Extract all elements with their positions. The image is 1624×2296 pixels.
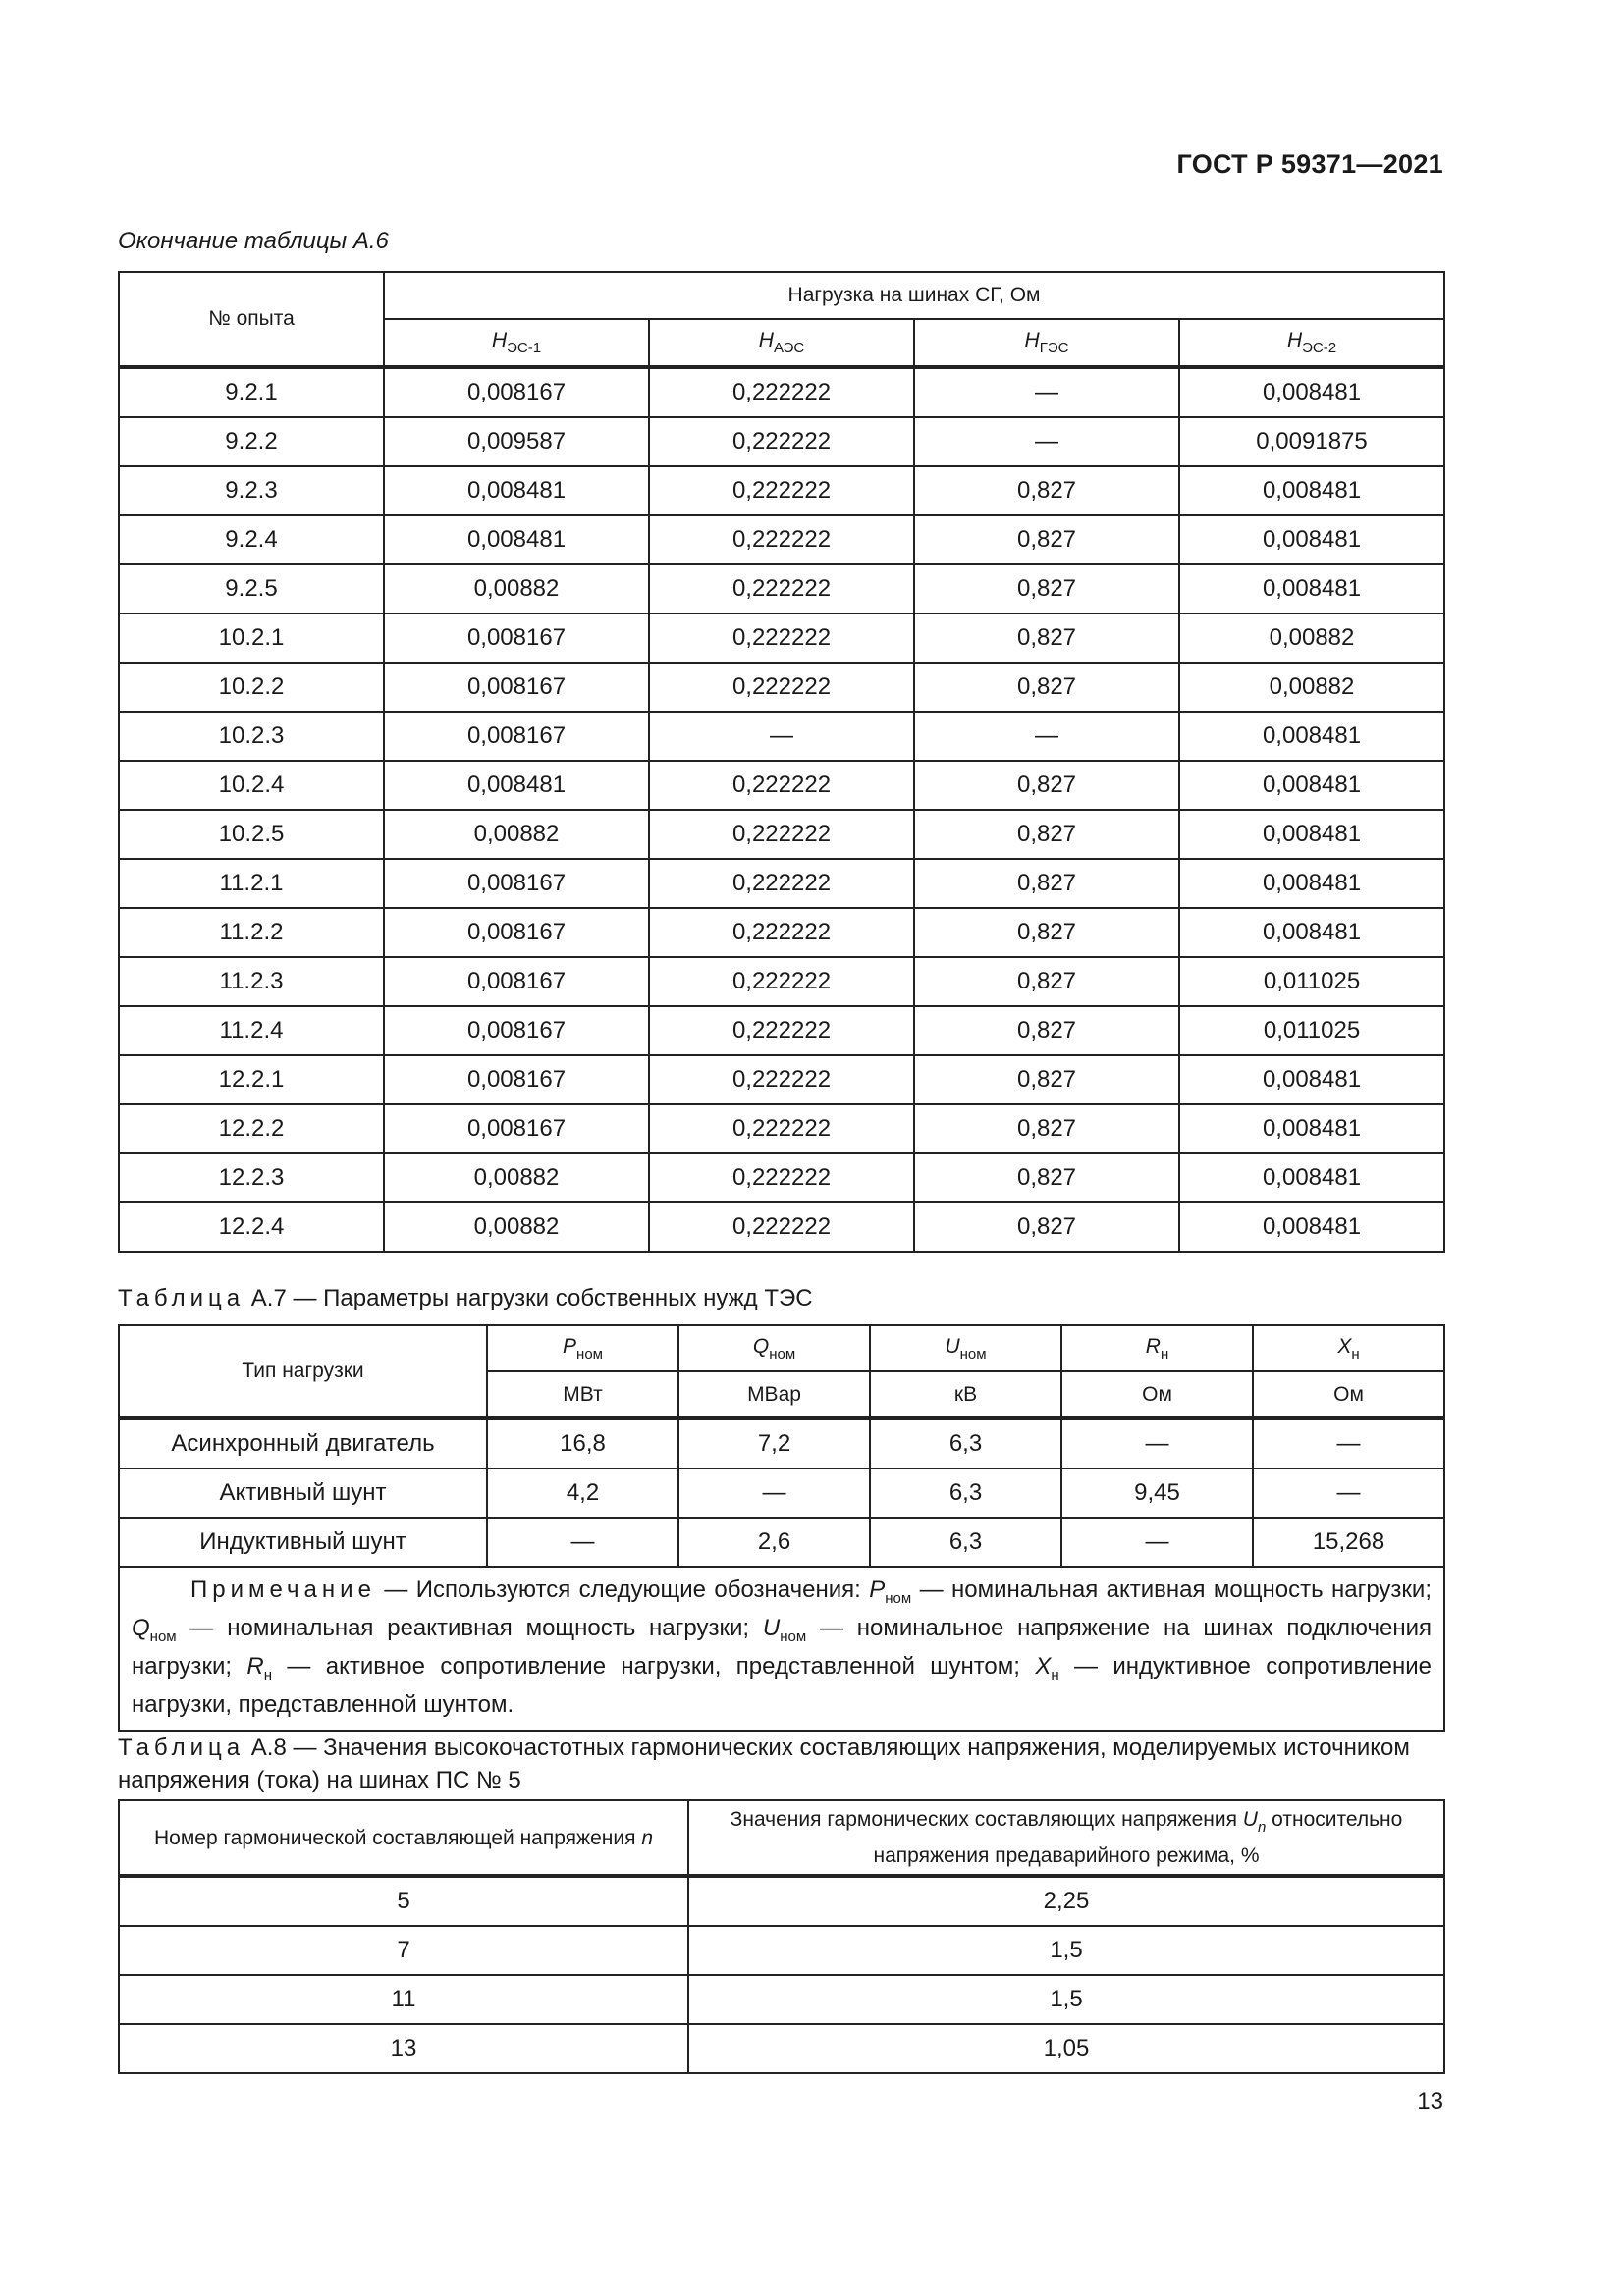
table-cell: 0,011025	[1179, 957, 1444, 1006]
column-header-h-2: $H_{ГЭС}$	[914, 319, 1179, 367]
table-a7-note: Примечание — Используются следующие обозначения: $P_{ном}$ — номинальная активная мощность нагрузки; $Q_{ном}$ — номинальная реактивная мощность нагрузки; $U_{ном}$ — номинальное напряжение на шинах подключения нагрузки; $R_н$ — активное сопротивление нагрузки, представленной шунтом; $X_н$ — индуктивное сопротивление нагрузки, представленной шунтом.	[119, 1567, 1444, 1731]
table-cell: 9.2.4	[119, 515, 384, 564]
table-cell: 0,827	[914, 1104, 1179, 1153]
table-cell: 9.2.2	[119, 417, 384, 466]
table-cell: 0,008481	[1179, 1055, 1444, 1104]
table-cell: 0,008481	[1179, 564, 1444, 614]
table-cell: 1,5	[688, 1926, 1444, 1975]
table-a8	[118, 1799, 1445, 2074]
column-header-h-3: $H_{ЭС-2}$	[1179, 319, 1444, 367]
table-cell: 0,008481	[1179, 1153, 1444, 1202]
column-header-load-type: Тип нагрузки	[119, 1325, 487, 1418]
document-code: ГОСТ Р 59371—2021	[1176, 149, 1443, 179]
table-cell: 11.2.4	[119, 1006, 384, 1055]
table-cell: 0,827	[914, 663, 1179, 712]
table-note-row	[119, 1567, 1444, 1731]
table-cell: 0,827	[914, 1153, 1179, 1202]
table-cell: 0,222222	[649, 1055, 914, 1104]
table-cell: 0,008481	[1179, 1104, 1444, 1153]
table-row	[119, 1418, 1444, 1468]
table-cell: 2,6	[678, 1518, 870, 1567]
table-row	[119, 1006, 1444, 1055]
table-cell: 0,008167	[384, 957, 649, 1006]
table-a6-continuation-caption: Окончание таблицы А.6	[118, 228, 389, 254]
table-cell: —	[914, 417, 1179, 466]
table-cell: 0,008167	[384, 1104, 649, 1153]
table-cell: —	[1061, 1518, 1253, 1567]
table-cell: 0,00882	[1179, 663, 1444, 712]
column-header-param-4: $X_н$	[1253, 1325, 1444, 1371]
table-cell: —	[678, 1468, 870, 1518]
table-cell: 9,45	[1061, 1468, 1253, 1518]
table-cell: 12.2.2	[119, 1104, 384, 1153]
table-cell: —	[487, 1518, 678, 1567]
table-a8-caption-label: Таблица	[118, 1735, 245, 1761]
table-cell: 0,008481	[384, 515, 649, 564]
table-a7-caption	[118, 1282, 1445, 1314]
table-cell: 12.2.4	[119, 1202, 384, 1252]
table-cell: 0,00882	[384, 810, 649, 859]
table-cell: 0,008167	[384, 1055, 649, 1104]
table-row	[119, 859, 1444, 908]
table-cell: 0,222222	[649, 564, 914, 614]
table-cell: 0,222222	[649, 1104, 914, 1153]
table-cell: 16,8	[487, 1418, 678, 1468]
table-cell: 0,827	[914, 1006, 1179, 1055]
table-row	[119, 1202, 1444, 1252]
table-cell: —	[914, 712, 1179, 761]
table-cell: 0,222222	[649, 515, 914, 564]
column-header-param-2: $U_{ном}$	[870, 1325, 1061, 1371]
table-row	[119, 1975, 1444, 2024]
table-cell: 11.2.3	[119, 957, 384, 1006]
table-cell: 0,008481	[1179, 761, 1444, 810]
table-row	[119, 1468, 1444, 1518]
table-cell: 7,2	[678, 1418, 870, 1468]
table-cell: 10.2.3	[119, 712, 384, 761]
table-cell: 0,827	[914, 614, 1179, 663]
table-a8-caption	[118, 1732, 1445, 1796]
table-cell: 0,827	[914, 908, 1179, 957]
table-cell: 4,2	[487, 1468, 678, 1518]
table-row	[119, 957, 1444, 1006]
table-cell: 0,827	[914, 761, 1179, 810]
table-row	[119, 908, 1444, 957]
table-cell: 2,25	[688, 1876, 1444, 1926]
table-row	[119, 1518, 1444, 1567]
table-cell: 0,222222	[649, 761, 914, 810]
table-cell: 0,00882	[384, 1153, 649, 1202]
table-row	[119, 564, 1444, 614]
column-header-param-1: $Q_{ном}$	[678, 1325, 870, 1371]
table-cell: 0,008167	[384, 908, 649, 957]
table-row	[119, 466, 1444, 515]
table-cell: 0,827	[914, 515, 1179, 564]
table-cell: 0,827	[914, 564, 1179, 614]
table-row	[119, 1876, 1444, 1926]
table-cell: 10.2.2	[119, 663, 384, 712]
table-cell: 0,222222	[649, 417, 914, 466]
table-cell: 1,5	[688, 1975, 1444, 2024]
table-a6	[118, 271, 1445, 1253]
table-cell: 6,3	[870, 1518, 1061, 1567]
table-cell: Асинхронный двигатель	[119, 1418, 487, 1468]
table-cell: 11.2.1	[119, 859, 384, 908]
table-cell: 0,00882	[1179, 614, 1444, 663]
table-row	[119, 810, 1444, 859]
table-cell: Активный шунт	[119, 1468, 487, 1518]
table-cell: 0,00882	[384, 1202, 649, 1252]
table-cell: 10.2.4	[119, 761, 384, 810]
table-cell: 0,008167	[384, 1006, 649, 1055]
table-cell: 12.2.3	[119, 1153, 384, 1202]
table-cell: 0,009587	[384, 417, 649, 466]
table-cell: 0,008481	[1179, 810, 1444, 859]
table-cell: 0,222222	[649, 1006, 914, 1055]
column-unit-1: МВар	[678, 1371, 870, 1418]
column-header-harmonic-number: Номер гармонической составляющей напряжения n	[119, 1800, 688, 1876]
table-a8-caption-text: А.8 — Значения высокочастотных гармонических составляющих напряжения, моделируемых источником напряжения (тока) на шинах ПС № 5	[118, 1735, 1410, 1793]
table-cell: 0,827	[914, 1202, 1179, 1252]
table-cell: 0,00882	[384, 564, 649, 614]
table-cell: 9.2.1	[119, 367, 384, 417]
table-cell: 0,827	[914, 957, 1179, 1006]
table-row	[119, 417, 1444, 466]
table-cell: 6,3	[870, 1468, 1061, 1518]
table-cell: 6,3	[870, 1418, 1061, 1468]
column-unit-2: кВ	[870, 1371, 1061, 1418]
table-row	[119, 614, 1444, 663]
table-row	[119, 1055, 1444, 1104]
table-row	[119, 2024, 1444, 2073]
table-row	[119, 515, 1444, 564]
table-cell: 0,827	[914, 810, 1179, 859]
table-cell: 0,222222	[649, 859, 914, 908]
page-number: 13	[1417, 2088, 1443, 2114]
table-cell: Индуктивный шунт	[119, 1518, 487, 1567]
table-cell: 5	[119, 1876, 688, 1926]
table-a7-caption-label: Таблица	[118, 1285, 245, 1311]
table-cell: —	[1253, 1418, 1444, 1468]
table-cell: 0,0091875	[1179, 417, 1444, 466]
table-cell: 13	[119, 2024, 688, 2073]
table-cell: 1,05	[688, 2024, 1444, 2073]
table-cell: 0,008167	[384, 712, 649, 761]
table-cell: 0,008481	[384, 761, 649, 810]
table-cell: 0,827	[914, 466, 1179, 515]
table-cell: 0,008481	[1179, 515, 1444, 564]
group-header-load: Нагрузка на шинах СГ, Ом	[384, 272, 1444, 319]
table-cell: 10.2.1	[119, 614, 384, 663]
table-cell: 7	[119, 1926, 688, 1975]
column-header-param-3: $R_н$	[1061, 1325, 1253, 1371]
table-cell: 0,827	[914, 1055, 1179, 1104]
table-cell: 12.2.1	[119, 1055, 384, 1104]
table-cell: 0,008481	[384, 466, 649, 515]
table-cell: 15,268	[1253, 1518, 1444, 1567]
column-header-h-0: $H_{ЭС-1}$	[384, 319, 649, 367]
table-cell: —	[1253, 1468, 1444, 1518]
table-cell: 0,008481	[1179, 466, 1444, 515]
table-row	[119, 761, 1444, 810]
table-cell: 0,222222	[649, 908, 914, 957]
table-cell: —	[1061, 1418, 1253, 1468]
table-cell: 0,011025	[1179, 1006, 1444, 1055]
table-cell: 0,222222	[649, 957, 914, 1006]
table-cell: 0,827	[914, 859, 1179, 908]
column-unit-4: Ом	[1253, 1371, 1444, 1418]
table-cell: 0,222222	[649, 367, 914, 417]
table-cell: 0,008481	[1179, 908, 1444, 957]
table-row	[119, 1926, 1444, 1975]
table-cell: —	[649, 712, 914, 761]
table-cell: 0,008481	[1179, 859, 1444, 908]
table-cell: —	[914, 367, 1179, 417]
table-cell: 0,222222	[649, 663, 914, 712]
table-cell: 0,008167	[384, 614, 649, 663]
table-cell: 11.2.2	[119, 908, 384, 957]
table-cell: 0,222222	[649, 1202, 914, 1252]
table-row	[119, 1104, 1444, 1153]
table-a7	[118, 1324, 1445, 1732]
table-cell: 0,008481	[1179, 712, 1444, 761]
table-cell: 10.2.5	[119, 810, 384, 859]
table-cell: 0,222222	[649, 614, 914, 663]
table-cell: 0,008481	[1179, 1202, 1444, 1252]
table-row	[119, 1153, 1444, 1202]
column-header-harmonic-value: Значения гармонических составляющих напряжения $U_n$ относительно напряжения предаварийного режима, %	[688, 1800, 1444, 1876]
table-row	[119, 367, 1444, 417]
table-cell: 11	[119, 1975, 688, 2024]
table-cell: 0,222222	[649, 810, 914, 859]
column-header-param-0: $P_{ном}$	[487, 1325, 678, 1371]
table-cell: 9.2.3	[119, 466, 384, 515]
table-cell: 0,222222	[649, 466, 914, 515]
table-row	[119, 712, 1444, 761]
table-cell: 0,008481	[1179, 367, 1444, 417]
column-header-experiment: № опыта	[119, 272, 384, 367]
table-row	[119, 663, 1444, 712]
table-cell: 0,008167	[384, 859, 649, 908]
table-cell: 9.2.5	[119, 564, 384, 614]
table-a7-caption-text: А.7 — Параметры нагрузки собственных нужд ТЭС	[244, 1285, 813, 1311]
column-unit-3: Ом	[1061, 1371, 1253, 1418]
table-cell: 0,008167	[384, 663, 649, 712]
table-cell: 0,008167	[384, 367, 649, 417]
table-cell: 0,222222	[649, 1153, 914, 1202]
column-header-h-1: $H_{АЭС}$	[649, 319, 914, 367]
column-unit-0: МВт	[487, 1371, 678, 1418]
